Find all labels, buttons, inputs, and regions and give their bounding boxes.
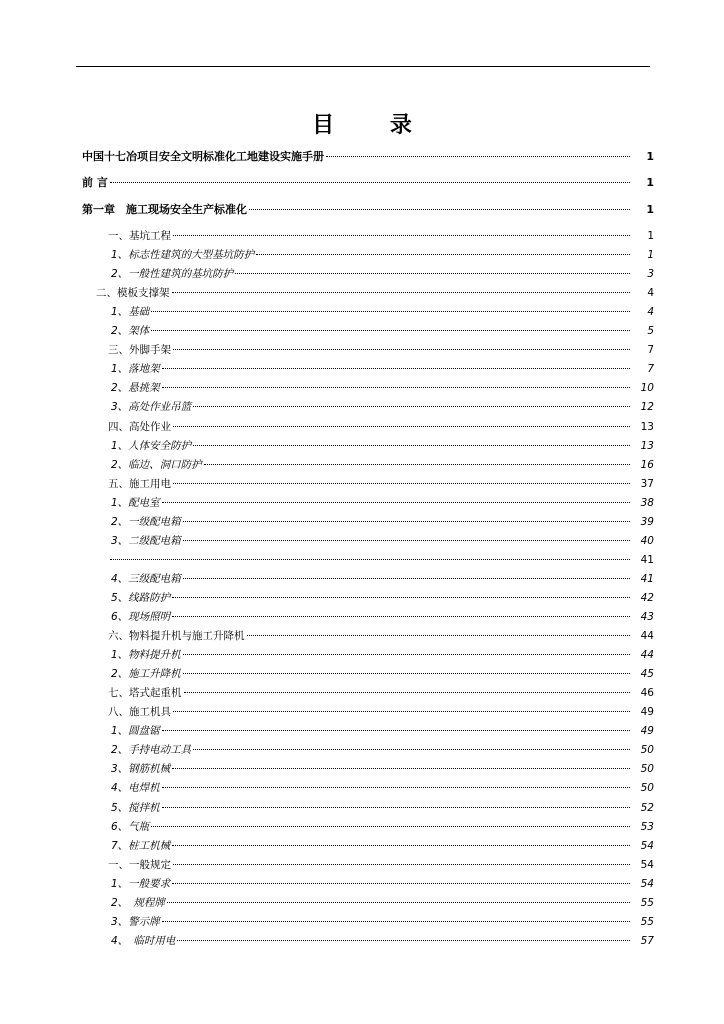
- toc-entry-title: 前 言: [82, 176, 108, 189]
- toc-entry-page-number: 4: [647, 306, 654, 319]
- toc-entry-page-number: 42: [640, 591, 654, 604]
- toc-entry-title: 1、标志性建筑的大型基坑防护: [111, 249, 255, 262]
- toc-leader-dots: [249, 209, 630, 210]
- toc-leader-dots: [173, 426, 630, 427]
- toc-entry-title: 4、 临时用电: [111, 934, 176, 947]
- toc-entry[interactable]: [111, 838, 654, 854]
- toc-leader-dots: [167, 902, 630, 903]
- toc-leader-dots: [173, 349, 630, 350]
- toc-entry-page-number: 1: [646, 176, 654, 189]
- toc-leader-dots: [177, 940, 630, 941]
- toc-entry-title: 4、电焊机: [111, 782, 160, 795]
- toc-leader-dots: [172, 883, 630, 884]
- toc-entry-page-number: 45: [640, 668, 654, 681]
- toc-entry[interactable]: [111, 323, 654, 339]
- toc-leader-dots: [256, 254, 630, 255]
- toc-entry[interactable]: [111, 666, 654, 682]
- toc-entry[interactable]: [111, 895, 654, 911]
- toc-entry-title: 3、警示牌: [111, 915, 160, 928]
- toc-leader-dots: [183, 673, 630, 674]
- toc-entry-page-number: 43: [640, 611, 654, 623]
- toc-leader-dots: [162, 730, 630, 731]
- toc-entry-title: 3、高处作业吊篮: [111, 401, 192, 414]
- toc-entry-title: 7、桩工机械: [111, 839, 171, 852]
- toc-entry[interactable]: [111, 361, 654, 377]
- toc-entry-title: 1、圆盘锯: [111, 725, 160, 738]
- toc-leader-dots: [172, 845, 630, 846]
- toc-entry-page-number: 54: [640, 839, 654, 852]
- toc-entry[interactable]: [108, 685, 654, 701]
- toc-leader-dots: [183, 654, 630, 655]
- toc-leader-dots: [162, 807, 630, 808]
- toc-leader-dots: [110, 559, 630, 560]
- toc-entry[interactable]: [111, 742, 654, 758]
- toc-entry[interactable]: [111, 590, 654, 606]
- toc-entry[interactable]: [111, 876, 654, 892]
- toc-entry-title: 二、模板支撑架: [96, 287, 170, 300]
- toc-entry-page-number: 53: [640, 820, 654, 833]
- toc-entry[interactable]: [111, 438, 654, 454]
- toc-leader-dots: [235, 273, 630, 274]
- toc-entry-page-number: 10: [640, 382, 654, 395]
- toc-entry-page-number: 44: [640, 649, 654, 662]
- toc-leader-dots: [162, 368, 630, 369]
- toc-entry-page-number: 13: [640, 420, 654, 433]
- toc-entry[interactable]: [82, 175, 654, 191]
- toc-entry-page-number: 37: [640, 477, 654, 490]
- toc-entry-title: 6、现场照明: [111, 611, 171, 623]
- toc-entry-title: 中国十七冶项目安全文明标准化工地建设实施手册: [82, 150, 324, 163]
- toc-entry[interactable]: [111, 647, 654, 663]
- toc-entry[interactable]: [108, 342, 654, 358]
- toc-entry[interactable]: [111, 723, 654, 739]
- toc-leader-dots: [193, 406, 630, 407]
- toc-entry-title: 2、一般性建筑的基坑防护: [111, 268, 234, 281]
- toc-entry-title: 3、二级配电箱: [111, 534, 181, 547]
- toc-entry-page-number: 50: [640, 763, 654, 776]
- toc-entry-page-number: 54: [640, 877, 654, 890]
- toc-entry-title: 一、基坑工程: [108, 230, 171, 242]
- toc-leader-dots: [204, 464, 630, 465]
- toc-leader-dots: [247, 635, 631, 636]
- toc-entry[interactable]: [111, 609, 654, 625]
- toc-leader-dots: [173, 483, 630, 484]
- toc-leader-dots: [172, 768, 630, 769]
- toc-entry[interactable]: [108, 476, 654, 492]
- toc-entry-title: 3、钢筋机械: [111, 763, 171, 776]
- toc-entry-title: 2、施工升降机: [111, 668, 181, 681]
- toc-entry-title: 1、配电室: [111, 496, 160, 509]
- toc-entry-page-number: 54: [640, 858, 654, 871]
- toc-leader-dots: [193, 445, 630, 446]
- toc-leader-dots: [151, 826, 630, 827]
- toc-entry[interactable]: [111, 933, 654, 949]
- toc-entry-title: 2、悬挑架: [111, 382, 160, 395]
- toc-entry[interactable]: [111, 495, 654, 511]
- toc-entry-title: 一、一般规定: [108, 858, 171, 871]
- toc-leader-dots: [162, 787, 630, 788]
- toc-entry[interactable]: [111, 457, 654, 473]
- page-title: 目 录: [312, 113, 436, 138]
- toc-entry-title: 5、线路防护: [111, 591, 171, 604]
- toc-entry-title: 三、外脚手架: [108, 344, 171, 357]
- toc-entry-title: 1、人体安全防护: [111, 439, 192, 452]
- toc-entry-title: 第一章 施工现场安全生产标准化: [82, 203, 247, 216]
- toc-entry-page-number: 13: [640, 439, 654, 452]
- toc-leader-dots: [162, 921, 630, 922]
- toc-entry-page-number: 55: [640, 915, 654, 928]
- toc-leader-dots: [193, 749, 630, 750]
- toc-leader-dots: [184, 692, 631, 693]
- toc-entry[interactable]: [111, 533, 654, 549]
- toc-entry-page-number: 41: [640, 572, 654, 585]
- toc-entry[interactable]: [96, 285, 654, 301]
- toc-entry-page-number: 7: [647, 344, 654, 357]
- toc-entry[interactable]: [108, 704, 654, 720]
- toc-entry-page-number: 41: [640, 553, 654, 566]
- toc-entry-title: 2、一级配电箱: [111, 515, 181, 528]
- toc-entry[interactable]: [111, 571, 654, 587]
- toc-entry[interactable]: [108, 552, 654, 568]
- toc-leader-dots: [183, 521, 630, 522]
- toc-entry[interactable]: [111, 380, 654, 396]
- toc-entry-title: 六、物料提升机与施工升降机: [108, 630, 245, 643]
- toc-leader-dots: [173, 864, 630, 865]
- toc-entry-page-number: 39: [640, 515, 654, 528]
- toc-entry-title: 2、架体: [111, 325, 150, 338]
- toc-entry-page-number: 5: [647, 325, 654, 338]
- toc-entry-title: 2、临边、洞口防护: [111, 458, 202, 471]
- toc-entry[interactable]: [111, 780, 654, 796]
- toc-leader-dots: [110, 182, 630, 183]
- toc-leader-dots: [173, 711, 630, 712]
- toc-entry-page-number: 1: [646, 203, 654, 216]
- toc-entry[interactable]: [111, 247, 654, 263]
- toc-entry[interactable]: [108, 628, 654, 644]
- toc-leader-dots: [172, 292, 631, 293]
- toc-leader-dots: [183, 578, 630, 579]
- toc-entry-title: 1、基础: [111, 306, 150, 319]
- toc-entry-page-number: 1: [646, 150, 654, 163]
- toc-entry-title: 七、塔式起重机: [108, 687, 182, 700]
- toc-entry-page-number: 52: [640, 801, 654, 814]
- toc-leader-dots: [162, 502, 630, 503]
- toc-entry-title: 1、物料提升机: [111, 649, 181, 662]
- toc-entry-page-number: 38: [640, 496, 654, 509]
- toc-entry[interactable]: [108, 228, 654, 244]
- toc-entry-title: 2、手持电动工具: [111, 744, 192, 757]
- toc-entry-page-number: 49: [640, 725, 654, 738]
- toc-entry-page-number: 40: [640, 534, 654, 547]
- toc-entry-title: 6、气瓶: [111, 820, 150, 833]
- toc-entry-title: 五、施工用电: [108, 477, 171, 490]
- toc-entry-page-number: 4: [647, 287, 654, 300]
- toc-entry[interactable]: [111, 914, 654, 930]
- toc-entry[interactable]: [111, 266, 654, 282]
- toc-leader-dots: [151, 330, 630, 331]
- toc-entry[interactable]: [82, 202, 654, 218]
- toc-entry-page-number: 44: [640, 630, 654, 643]
- toc-entry[interactable]: [111, 819, 654, 835]
- toc-entry[interactable]: [108, 419, 654, 435]
- toc-entry[interactable]: [111, 800, 654, 816]
- toc-entry-page-number: 7: [647, 363, 654, 376]
- toc-leader-dots: [326, 156, 630, 157]
- toc-entry-page-number: 46: [640, 687, 654, 700]
- toc-entry-page-number: 1: [647, 230, 654, 242]
- toc-entry-title: 5、搅拌机: [111, 801, 160, 814]
- toc-leader-dots: [173, 235, 630, 236]
- toc-entry-title: 1、一般要求: [111, 877, 171, 890]
- toc-leader-dots: [172, 597, 630, 598]
- toc-entry-page-number: 16: [640, 458, 654, 471]
- toc-entry[interactable]: [108, 857, 654, 873]
- toc-entry-title: 2、 规程牌: [111, 896, 165, 909]
- toc-entry-title: 1、落地架: [111, 363, 160, 376]
- toc-entry[interactable]: [111, 304, 654, 320]
- toc-leader-dots: [151, 311, 630, 312]
- toc-entry-page-number: 49: [640, 706, 654, 719]
- toc-leader-dots: [162, 387, 630, 388]
- toc-entry[interactable]: [111, 399, 654, 415]
- toc-entry-page-number: 55: [640, 896, 654, 909]
- toc-leader-dots: [183, 540, 630, 541]
- toc-entry[interactable]: [82, 149, 654, 165]
- toc-entry-title: 4、三级配电箱: [111, 572, 181, 585]
- toc-entry[interactable]: [111, 514, 654, 530]
- toc-entry-title: 八、施工机具: [108, 706, 171, 719]
- toc-entry[interactable]: [111, 761, 654, 777]
- toc-entry-page-number: 12: [640, 401, 654, 414]
- toc-entry-title: 四、高处作业: [108, 420, 171, 433]
- toc-entry-page-number: 50: [640, 744, 654, 757]
- toc-entry-page-number: 1: [647, 249, 654, 262]
- toc-entry-page-number: 57: [640, 934, 654, 947]
- toc-entry-page-number: 50: [640, 782, 654, 795]
- toc-entry-page-number: 3: [647, 268, 654, 281]
- toc-leader-dots: [172, 616, 630, 617]
